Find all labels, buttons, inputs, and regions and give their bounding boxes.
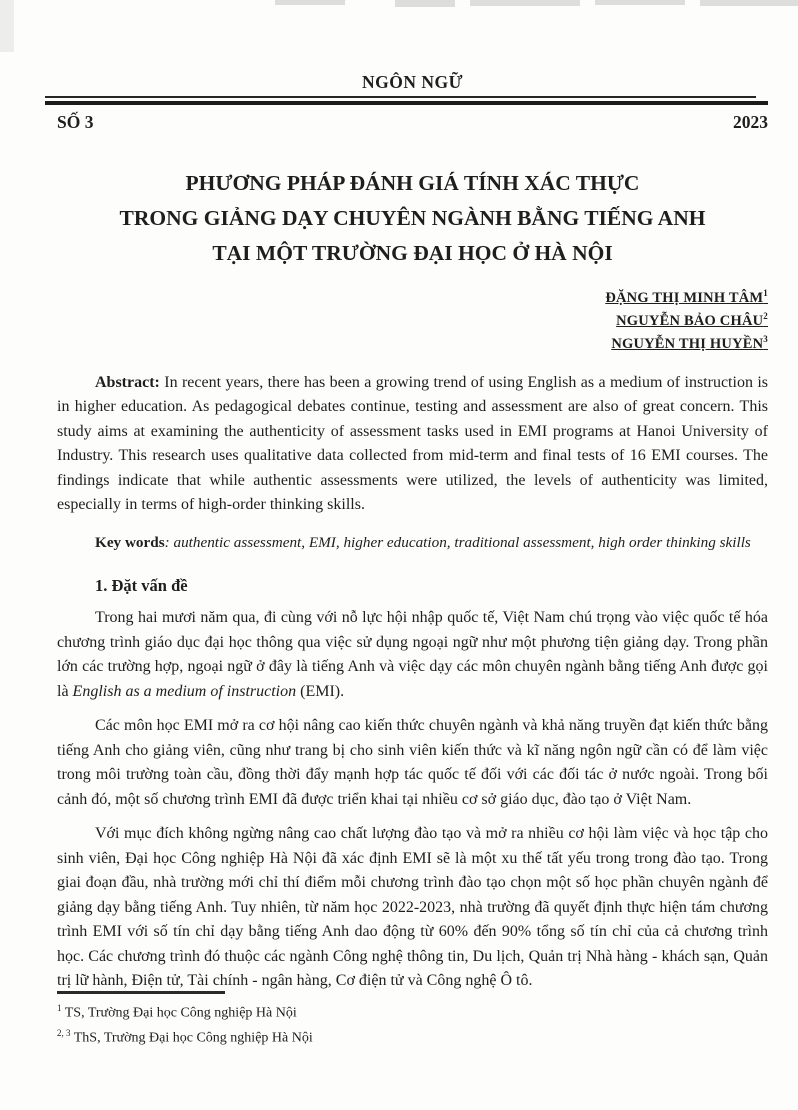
abstract-label: Abstract: xyxy=(95,373,160,391)
author-list xyxy=(57,284,768,354)
paragraph-text: Trong hai mươi năm qua, đi cùng với nỗ lực hội nhập quốc tế, Việt Nam chú trọng vào việc quốc tế hóa chương trình giáo dục đại học thông qua việc sử dụng ngoại ngữ như một phương tiện giảng dạy. Trong phần lớn các trường hợp, ngoại ngữ ở đây là tiếng Anh và việc dạy các môn chuyên ngành bằng tiếng Anh được gọi là xyxy=(57,609,768,700)
footnote-2 xyxy=(57,1023,768,1049)
footnote-rule xyxy=(57,991,225,994)
issue-number: SỐ 3 xyxy=(57,112,94,132)
author-name: NGUYỄN THỊ HUYỀN xyxy=(611,336,764,353)
author-line xyxy=(57,307,768,330)
header-rule-thick xyxy=(45,101,768,105)
keywords-text: authentic assessment, EMI, higher education, traditional assessment, high order thinking skills xyxy=(173,533,751,551)
article-title-line-2: TRONG GIẢNG DẠY CHUYÊN NGÀNH BẰNG TIẾNG ANH xyxy=(119,206,706,230)
keywords-line xyxy=(57,531,768,556)
issue-row xyxy=(57,112,768,133)
journal-title: NGÔN NGỮ xyxy=(361,72,464,92)
abstract-paragraph xyxy=(57,371,768,518)
author-superscript: 2 xyxy=(763,311,768,322)
keywords-label: Key words xyxy=(95,533,165,551)
article-title-line-3: TẠI MỘT TRƯỜNG ĐẠI HỌC Ở HÀ NỘI xyxy=(212,241,613,265)
footnote-1 xyxy=(57,998,768,1024)
author-superscript: 3 xyxy=(763,334,768,345)
section-heading-1: 1. Đặt vấn đề xyxy=(95,576,188,596)
author-name: ĐẶNG THỊ MINH TÂM xyxy=(605,289,764,306)
footnote-block xyxy=(57,991,768,1049)
issue-year: 2023 xyxy=(733,112,768,132)
footnote-marker: 2, 3 xyxy=(57,1028,71,1039)
keywords-separator: : xyxy=(164,533,174,551)
body-paragraph-3: Với mục đích không ngừng nâng cao chất lượng đào tạo và mở ra nhiều cơ hội làm việc và học tập cho sinh viên, Đại học Công nghiệp Hà Nội đã xác định EMI sẽ là một xu thế tất yếu trong trong đào tạo. Trong giai đoạn đầu, nhà trường mới chỉ thí điểm mỗi chương trình đào tạo chọn một số học phần chuyên ngành để giảng dạy bằng tiếng Anh. Tuy nhiên, từ năm học 2022-2023, nhà trường đã quyết định thực hiện tám chương trình EMI với số tín chỉ dạy bằng tiếng Anh dao động từ 60% đến 90% tổng số tín chỉ của cả chương trình học. Các chương trình đó thuộc các ngành Công nghệ thông tin, Du lịch, Quản trị Nhà hàng - khách sạn, Quản trị lữ hành, Điện tử, Tài chính - ngân hàng, Cơ điện tử và Công nghệ Ô tô. xyxy=(57,825,768,990)
body-paragraph-1 xyxy=(57,606,768,704)
footnote-text: ThS, Trường Đại học Công nghiệp Hà Nội xyxy=(70,1030,313,1046)
article-title xyxy=(57,166,768,271)
header-rule-thin xyxy=(45,96,756,98)
author-line xyxy=(57,331,768,354)
footnote-text: TS, Trường Đại học Công nghiệp Hà Nội xyxy=(61,1005,297,1021)
footnote-marker: 1 xyxy=(57,1002,62,1013)
paragraph-text: (EMI). xyxy=(296,682,345,700)
emphasis-phrase: English as a medium of instruction xyxy=(72,682,297,700)
abstract-text: In recent years, there has been a growing trend of using English as a medium of instruction is in higher education. As pedagogical debates continue, testing and assessment are also of great concern. This study aims at examining the authenticity of assessment tasks used in EMI programs at Hanoi University of Industry. This research uses qualitative data collected from mid-term and final tests of 16 EMI courses. The findings indicate that while authentic assessments were utilized, the levels of authenticity was limited, especially in terms of high-order thinking skills. xyxy=(57,373,768,514)
author-superscript: 1 xyxy=(763,288,768,298)
article-title-line-1: PHƯƠNG PHÁP ĐÁNH GIÁ TÍNH XÁC THỰC xyxy=(185,171,640,195)
author-line xyxy=(57,284,768,307)
body-paragraph-2: Các môn học EMI mở ra cơ hội nâng cao kiến thức chuyên ngành và khả năng truyền đạt kiến thức bằng tiếng Anh cho giảng viên, cũng như trang bị cho sinh viên kiến thức và kĩ năng ngôn ngữ cần có để làm việc trong môi trường toàn cầu, đồng thời đẩy mạnh hợp tác quốc tế đối với các đối tác ở nước ngoài. Trong bối cảnh đó, một số chương trình EMI đã được triển khai tại nhiều cơ sở giáo dục, đào tạo ở Việt Nam. xyxy=(57,717,768,808)
author-name: NGUYỄN BẢO CHÂU xyxy=(616,313,764,330)
